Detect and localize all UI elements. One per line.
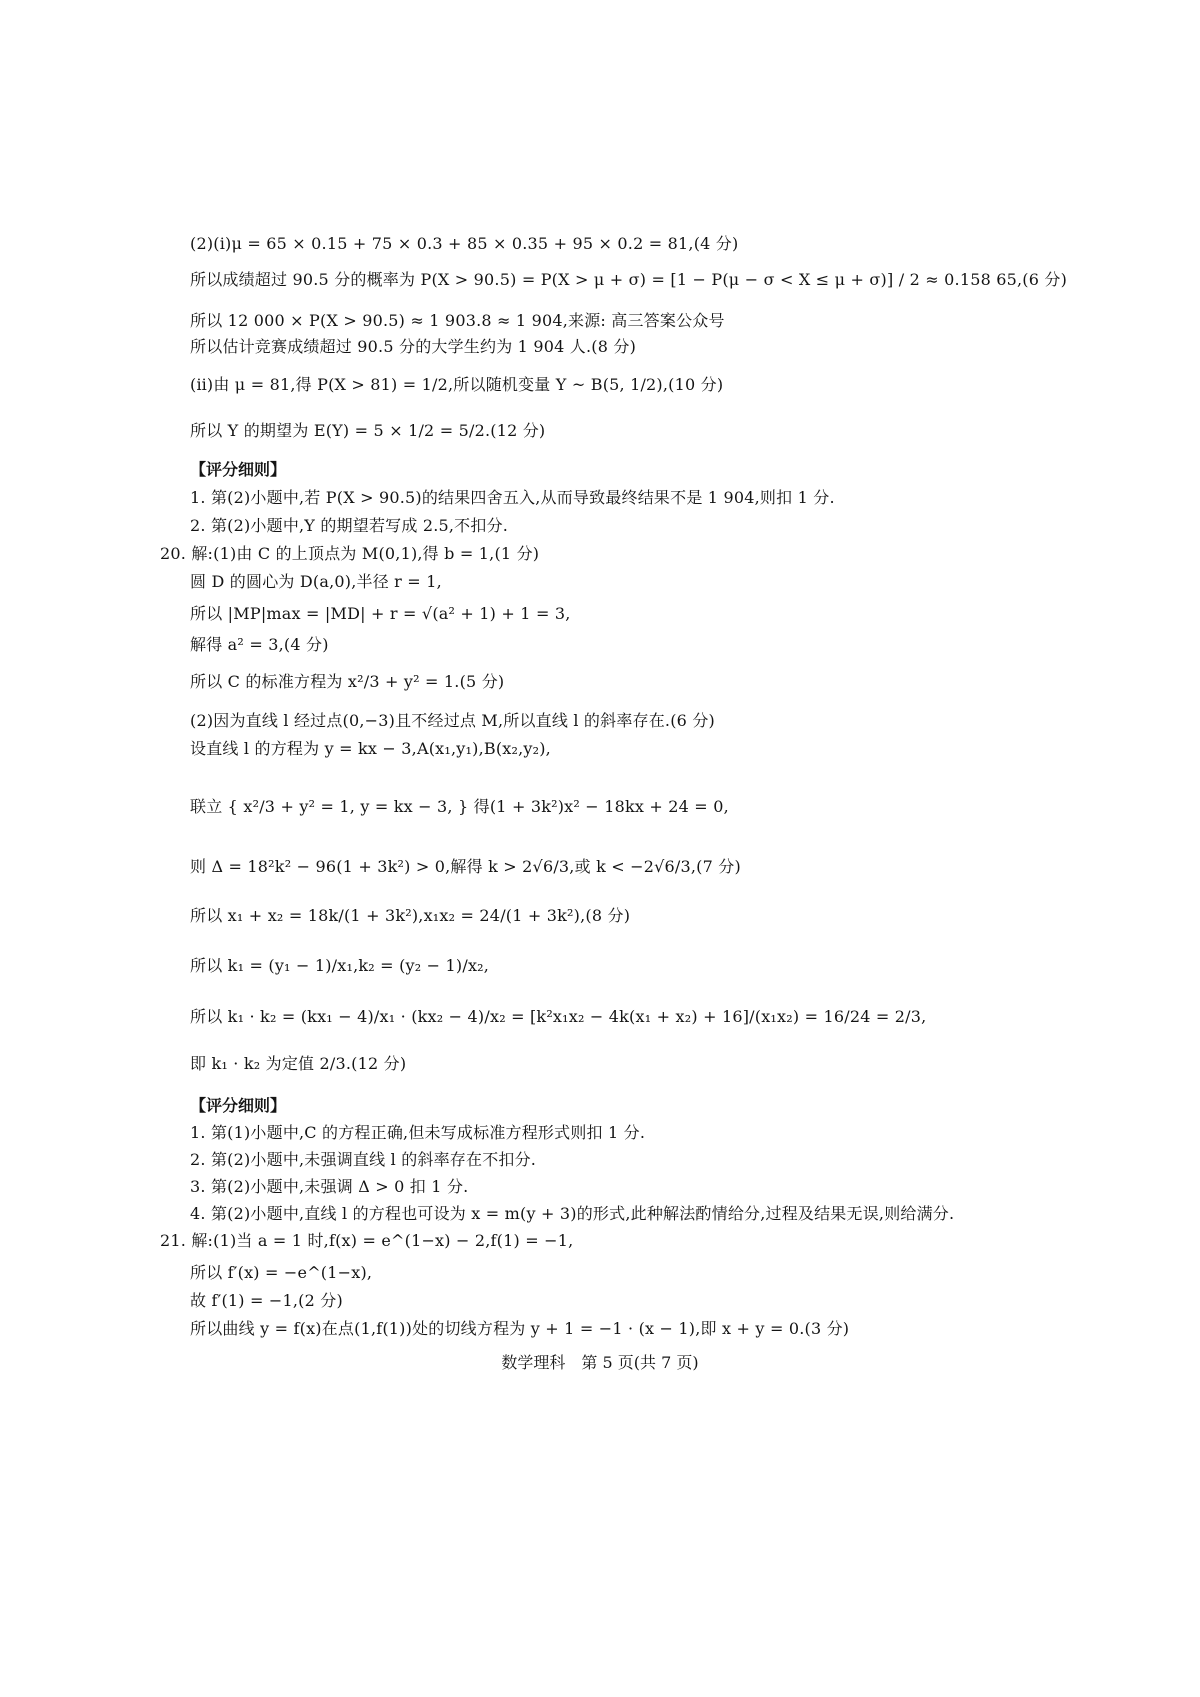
text-line: 即 k₁ · k₂ 为定值 2/3.(12 分) [190, 1054, 407, 1073]
text-line: (2)因为直线 l 经过点(0,−3)且不经过点 M,所以直线 l 的斜率存在.(6 分) [190, 711, 715, 730]
text-line: 4. 第(2)小题中,直线 l 的方程也可设为 x = m(y + 3)的形式,此种解法酌情给分,过程及结果无误,则给满分. [190, 1204, 955, 1223]
text-line: 则 Δ = 18²k² − 96(1 + 3k²) > 0,解得 k > 2√6/3,或 k < −2√6/3,(7 分) [190, 857, 741, 876]
text-line: (ⅱ)由 μ = 81,得 P(X > 81) = 1/2,所以随机变量 Y ~ B(5, 1/2),(10 分) [190, 375, 724, 394]
grading-rules-heading: 【评分细则】 [190, 460, 287, 479]
text-line: 所以 C 的标准方程为 x²/3 + y² = 1.(5 分) [190, 672, 505, 691]
text-line: 所以 Y 的期望为 E(Y) = 5 × 1/2 = 5/2.(12 分) [190, 421, 546, 440]
text-line: 设直线 l 的方程为 y = kx − 3,A(x₁,y₁),B(x₂,y₂), [190, 739, 551, 758]
text-line: 1. 第(1)小题中,C 的方程正确,但未写成标准方程形式则扣 1 分. [190, 1123, 646, 1142]
text-line: 2. 第(2)小题中,Y 的期望若写成 2.5,不扣分. [190, 516, 509, 535]
question-21-start: 21. 解:(1)当 a = 1 时,f(x) = e^(1−x) − 2,f(1) = −1, [160, 1231, 574, 1250]
text-line: 3. 第(2)小题中,未强调 Δ > 0 扣 1 分. [190, 1177, 469, 1196]
text-line: 所以 k₁ = (y₁ − 1)/x₁,k₂ = (y₂ − 1)/x₂, [190, 956, 490, 975]
text-line: 所以估计竞赛成绩超过 90.5 分的大学生约为 1 904 人.(8 分) [190, 337, 637, 356]
text-line: 圆 D 的圆心为 D(a,0),半径 r = 1, [190, 572, 442, 591]
page-footer: 数学理科 第 5 页(共 7 页) [501, 1353, 699, 1372]
text-line: 联立 { x²/3 + y² = 1, y = kx − 3, } 得(1 + 3k²)x² − 18kx + 24 = 0, [190, 797, 729, 816]
grading-rules-heading: 【评分细则】 [190, 1096, 287, 1115]
text-line: 2. 第(2)小题中,未强调直线 l 的斜率存在不扣分. [190, 1150, 537, 1169]
text-line: 所以 f′(x) = −e^(1−x), [190, 1263, 373, 1282]
text-line: 故 f′(1) = −1,(2 分) [190, 1291, 343, 1310]
question-20-start: 20. 解:(1)由 C 的上顶点为 M(0,1),得 b = 1,(1 分) [160, 544, 540, 563]
text-line: 所以 k₁ · k₂ = (kx₁ − 4)/x₁ · (kx₂ − 4)/x₂ = [k²x₁x₂ − 4k(x₁ + x₂) + 16]/(x₁x₂) = 16/24 = 2/3, [190, 1007, 927, 1026]
text-line: 1. 第(2)小题中,若 P(X > 90.5)的结果四舍五入,从而导致最终结果不是 1 904,则扣 1 分. [190, 488, 835, 507]
text-line: 解得 a² = 3,(4 分) [190, 635, 329, 654]
text-line: 所以 12 000 × P(X > 90.5) ≈ 1 903.8 ≈ 1 904,来源: 高三答案公众号 [190, 311, 725, 330]
text-line: 所以 |MP|max = |MD| + r = √(a² + 1) + 1 = 3, [190, 604, 571, 623]
text-line: 所以 x₁ + x₂ = 18k/(1 + 3k²),x₁x₂ = 24/(1 + 3k²),(8 分) [190, 906, 631, 925]
text-line: (2)(ⅰ)μ = 65 × 0.15 + 75 × 0.3 + 85 × 0.35 + 95 × 0.2 = 81,(4 分) [190, 234, 739, 253]
text-line: 所以成绩超过 90.5 分的概率为 P(X > 90.5) = P(X > μ + σ) = [1 − P(μ − σ < X ≤ μ + σ)] / 2 ≈ 0.158 65,(6 分) [190, 270, 1068, 289]
text-line: 所以曲线 y = f(x)在点(1,f(1))处的切线方程为 y + 1 = −1 · (x − 1),即 x + y = 0.(3 分) [190, 1319, 850, 1338]
